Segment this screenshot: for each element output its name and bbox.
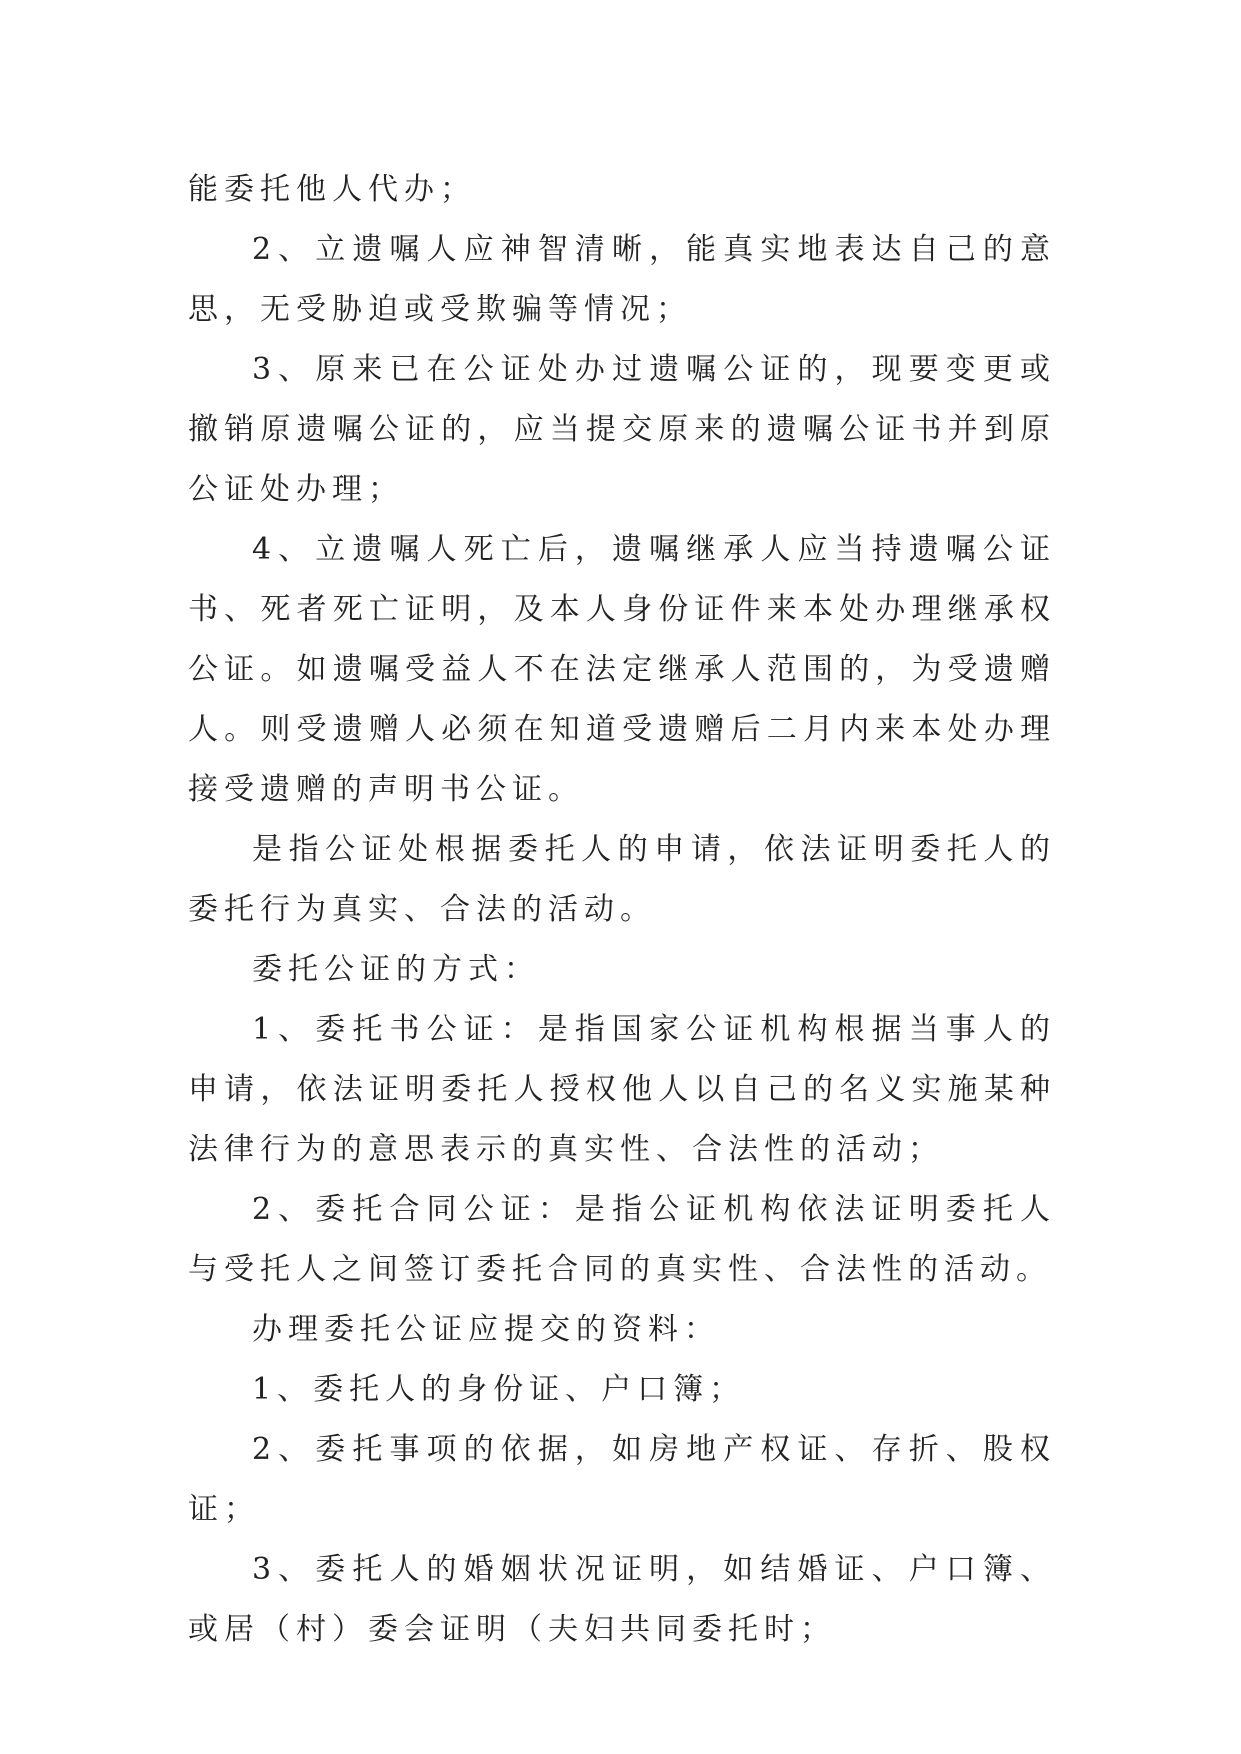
paragraph-entrust-method-2: 2、委托合同公证：是指公证机构依法证明委托人与受托人之间签订委托合同的真实性、合法性的活动。 (188, 1192, 1056, 1287)
paragraph-material-2: 2、委托事项的依据，如房地产权证、存折、股权证； (188, 1432, 1056, 1527)
paragraph-materials-heading: 办理委托公证应提交的资料： (252, 1312, 720, 1347)
paragraph-entrust-definition: 是指公证处根据委托人的申请，依法证明委托人的委托行为真实、合法的活动。 (188, 832, 1056, 927)
paragraph-entrust-method-1: 1、委托书公证：是指国家公证机构根据当事人的申请，依法证明委托人授权他人以自己的名义实施某种法律行为的意思表示的真实性、合法性的活动； (188, 1012, 1056, 1167)
paragraph-entrust-methods-heading: 委托公证的方式： (252, 952, 540, 987)
paragraph-material-1: 1、委托人的身份证、户口簿； (252, 1372, 746, 1407)
paragraph-will-item-3: 3、原来已在公证处办过遗嘱公证的，现要变更或撤销原遗嘱公证的，应当提交原来的遗嘱公证书并到原公证处办理； (188, 352, 1056, 507)
paragraph-continuation: 能委托他人代办； (188, 172, 476, 207)
paragraph-material-3: 3、委托人的婚姻状况证明，如结婚证、户口簿、或居（村）委会证明（夫妇共同委托时； (188, 1552, 1056, 1647)
document-body (188, 160, 1056, 1660)
paragraph-will-item-2: 2、立遗嘱人应神智清晰，能真实地表达自己的意思，无受胁迫或受欺骗等情况； (188, 232, 1056, 327)
paragraph-will-item-4: 4、立遗嘱人死亡后，遗嘱继承人应当持遗嘱公证书、死者死亡证明，及本人身份证件来本处办理继承权公证。如遗嘱受益人不在法定继承人范围的，为受遗赠人。则受遗赠人必须在知道受遗赠后二月内来本处办理接受遗赠的声明书公证。 (188, 532, 1056, 807)
